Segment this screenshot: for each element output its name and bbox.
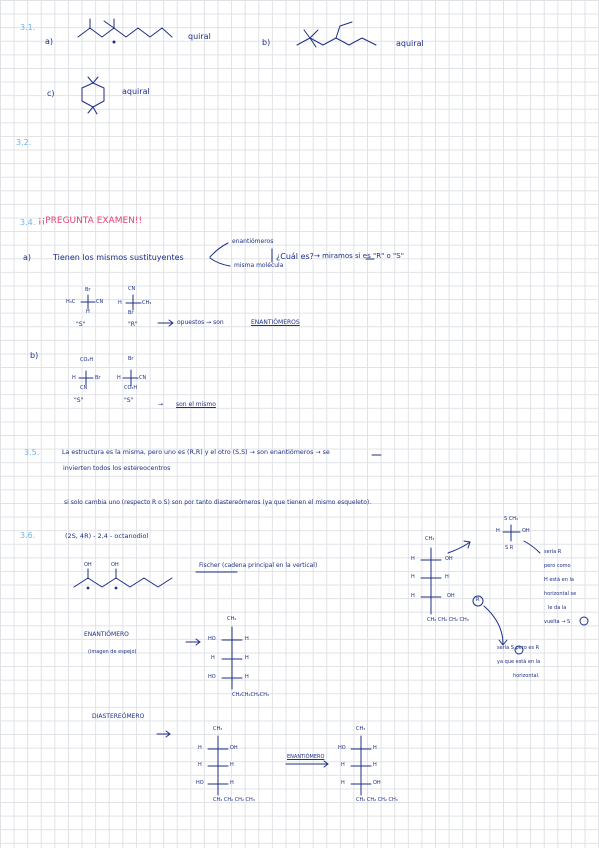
diast-bottom: CH₂ CH₂ CH₂ CH₃ <box>213 797 255 803</box>
diast-r1: OH <box>230 745 238 751</box>
m3-bottom: CN <box>80 385 88 391</box>
b-result-arrow: → <box>158 401 164 408</box>
molecule-a-skeleton <box>78 28 172 37</box>
enantiomer-label: ENANTIÓMERO <box>84 631 129 638</box>
section-number-3-5: 3.5. <box>24 448 40 457</box>
s35-line1: La estructura es la misma, pero uno es (R,R) y el otro (S,S) → son enantiómeros → se <box>62 449 330 456</box>
m3-config: "S" <box>74 397 84 404</box>
m1-right: CN <box>96 299 104 305</box>
fischer-mark-r: R <box>476 597 480 603</box>
enant-l3: HO <box>208 674 216 680</box>
section-number-3-4: 3.4. <box>20 218 36 227</box>
section-number-3-1: 3.1. <box>20 23 36 32</box>
final-l1: HO <box>338 745 346 751</box>
m1-top: Br <box>85 287 91 293</box>
question-cual-es: ¿Cuál es? <box>276 252 314 261</box>
sustituyentes-text: Tienen los mismos sustituyentes <box>53 253 184 262</box>
item-a-marker: a) <box>45 37 54 46</box>
fischer-h1: H <box>411 556 415 562</box>
enant-r1: H <box>245 636 249 642</box>
label-quiral: quiral <box>188 32 211 41</box>
m2-right: CH₃ <box>142 300 152 306</box>
s35-line2: invierten todos los estereocentros <box>63 465 171 472</box>
section-number-3-6: 3.6. <box>20 531 36 540</box>
label-aquiral-c: aquiral <box>122 87 150 96</box>
question-rest: → miramos si es "R" o "S" <box>314 252 404 260</box>
side-oh: OH <box>522 528 530 534</box>
skeleton-oh-1: OH <box>84 562 92 568</box>
section-number-3-2: 3.2. <box>16 138 32 147</box>
molecule-c-ring <box>82 83 104 107</box>
enant-r2: H <box>245 655 249 661</box>
m3-left: H <box>72 375 76 381</box>
note1-line3: H está en la <box>544 577 574 583</box>
diastereomer-label: DIASTEREÓMERO <box>92 713 145 720</box>
item-a-marker-34: a) <box>23 253 32 262</box>
final-l2: H <box>341 762 345 768</box>
note2-line1: sería S pero es R <box>497 645 540 651</box>
diast-r2: H <box>230 762 234 768</box>
a-result-text: opuestos → son <box>177 319 224 326</box>
m1-left: H₃C <box>66 299 76 305</box>
fischer-oh1: OH <box>445 556 453 562</box>
m2-top: CN <box>128 286 136 292</box>
branch-arrow-down <box>210 258 230 266</box>
final-r1: H <box>373 745 377 751</box>
final-r3: OH <box>373 780 381 786</box>
m2-config: "R" <box>128 321 138 328</box>
branch-misma-molecula: misma molécula <box>234 262 284 269</box>
s35-line3: si solo cambia uno (respecto R o S) son por tanto diastereómeros (ya que tienen el mismo esqueleto). <box>64 499 372 506</box>
skeleton-oh-2: OH <box>111 562 119 568</box>
note2-line2: ya que está en la <box>497 659 541 665</box>
m4-bottom: CO₂H <box>124 385 138 391</box>
m4-left: H <box>117 375 121 381</box>
enant-l1: HO <box>208 636 216 642</box>
side-sr: S R <box>505 545 514 551</box>
side-h: H <box>496 528 500 534</box>
m3-right: Br <box>95 375 101 381</box>
note1-line5: le da la <box>548 605 567 611</box>
branch-enantiomeros: enantiómeros <box>232 238 274 245</box>
b-result-mismo: son el mismo <box>176 401 216 408</box>
m4-config: "S" <box>124 397 134 404</box>
diast-l2: H <box>198 762 202 768</box>
m4-right: CN <box>139 375 147 381</box>
enant-top: CH₃ <box>227 616 237 622</box>
m4-top: Br <box>128 356 134 362</box>
label-aquiral-b: aquiral <box>396 39 424 48</box>
diast-l3: HO <box>196 780 204 786</box>
note2-line3: horizontal. <box>513 673 540 679</box>
diast-r3: H <box>230 780 234 786</box>
item-b-marker-34: b) <box>30 351 39 360</box>
diast-top: CH₃ <box>213 726 223 732</box>
molecule-b-skeleton <box>297 38 376 45</box>
fischer-oh3: OH <box>447 593 455 599</box>
arrow-enantiomero-label: ENANTIÓMERO <box>287 754 325 760</box>
final-top: CH₃ <box>356 726 366 732</box>
item-c-marker: c) <box>47 89 55 98</box>
fischer-top: CH₃ <box>425 536 435 542</box>
enant-bottom: CH₂CH₂CH₂CH₃ <box>232 692 270 698</box>
m3-top: CO₂H <box>80 357 94 363</box>
fischer-h3: H <box>411 593 415 599</box>
octanediol-skeleton <box>74 578 172 587</box>
note1-line4: horizontal se <box>544 591 577 597</box>
item-b-marker: b) <box>262 38 271 47</box>
fischer-h2: H <box>411 574 415 580</box>
fischer-h-r2: H <box>445 574 449 580</box>
enantiomer-sub: (imagen de espejo) <box>88 649 137 655</box>
m1-bottom: H <box>86 309 90 315</box>
m1-config: "S" <box>76 321 86 328</box>
final-l3: H <box>341 780 345 786</box>
diast-l1: H <box>198 745 202 751</box>
final-bottom: CH₂ CH₂ CH₂ CH₃ <box>356 797 398 803</box>
side-top: S CH₃ <box>504 516 519 522</box>
a-result-enantiomeros: ENANTIÓMEROS <box>251 319 300 326</box>
branch-arrow-up <box>210 243 228 257</box>
compound-name: (2S, 4R) - 2,4 - octanodiol <box>65 532 149 540</box>
fischer-bottom: CH₂ CH₂ CH₂ CH₃ <box>427 617 469 623</box>
exam-question-title: ¡¡PREGUNTA EXAMEN!! <box>38 216 143 226</box>
enant-r3: H <box>245 674 249 680</box>
note1-line1: sería R <box>544 549 562 555</box>
m2-bottom: Br <box>128 310 134 316</box>
note1-line6: vuelta → S <box>544 619 571 625</box>
m2-left: H <box>118 300 122 306</box>
enant-l2: H <box>211 655 215 661</box>
final-r2: H <box>373 762 377 768</box>
note1-line2: pero como <box>544 563 571 569</box>
fischer-caption: Fischer (cadena principal en la vertical) <box>199 562 318 569</box>
